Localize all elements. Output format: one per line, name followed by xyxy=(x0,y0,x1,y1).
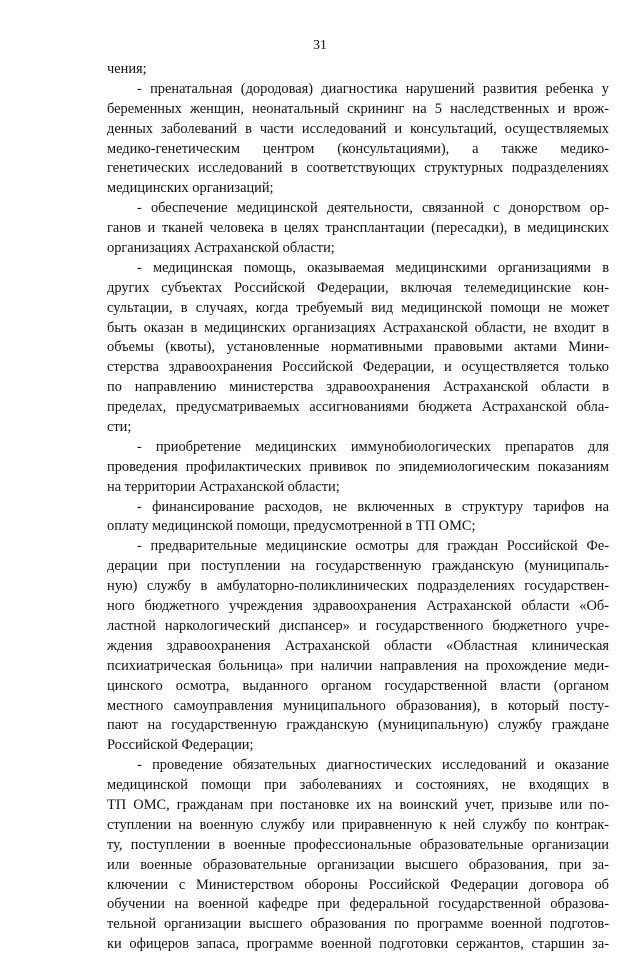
text-line: медико-генетическим центром (консультациями), а также медико- xyxy=(107,140,609,157)
text-line: - обеспечение медицинской деятельности, связанной с донорством ор- xyxy=(137,200,609,217)
text-line: проведения профилактических прививок по эпидемиологическим показаниям xyxy=(107,458,609,475)
text-line: денных заболеваний в части исследований и консультаций, осуществляемых xyxy=(107,120,609,137)
text-line: дерации при поступлении на государственную гражданскую (муниципаль- xyxy=(107,558,609,575)
text-line: - приобретение медицинских иммунобиологических препаратов для xyxy=(137,438,609,455)
text-line: пают на государственную гражданскую (муниципальную) службу граждане xyxy=(107,717,609,734)
text-line: - пренатальная (дородовая) диагностика нарушений развития ребенка у xyxy=(137,80,609,97)
text-line: - предварительные медицинские осмотры для граждан Российской Фе- xyxy=(137,538,609,555)
text-line: по направлению министерства здравоохранения Астраханской области в xyxy=(107,379,609,396)
text-line: - проведение обязательных диагностических исследований и оказание xyxy=(137,757,609,774)
text-line: ного бюджетного учреждения здравоохранения Астраханской области «Об- xyxy=(107,598,609,615)
text-line: сультации, в случаях, когда требуемый вид медицинской помощи не может xyxy=(107,299,609,316)
text-line: ждения здравоохранения Астраханской области «Областная клиническая xyxy=(107,637,609,654)
text-line: пределах, предусматриваемых ассигнованиями бюджета Астраханской обла- xyxy=(107,399,609,416)
text-line: беременных женщин, неонатальный скрининг на 5 наследственных и врож- xyxy=(107,100,609,117)
text-line: обучении на военной кафедре при федеральной государственной образова- xyxy=(107,896,609,913)
text-line: психиатрическая больница» при наличии направления на прохождение меди- xyxy=(107,657,609,674)
text-line: ную) службу в амбулаторно-поликлинических подразделениях государствен- xyxy=(107,578,609,595)
text-line: оплату медицинской помощи, предусмотренной в ТП ОМС; xyxy=(107,518,476,535)
text-line: ту, поступлении в военные профессиональные образовательные организации xyxy=(107,836,609,853)
text-line: местного самоуправления муниципального образования), в который посту- xyxy=(107,697,609,714)
text-line: ступлении на военную службу или приравненную к ней службу по контрак- xyxy=(107,816,609,833)
text-line: на территории Астраханской области; xyxy=(107,478,340,495)
text-line: ки офицеров запаса, программе военной подготовки сержантов, старшин за- xyxy=(107,936,609,953)
text-line: медицинских организаций; xyxy=(107,180,274,197)
text-line: цинского осмотра, выданного органом государственной власти (органом xyxy=(107,677,609,694)
text-line: или военные образовательные организации высшего образования, при за- xyxy=(107,856,609,873)
text-line: быть оказан в медицинских организациях Астраханской области, не входит в xyxy=(107,319,609,336)
text-line: - медицинская помощь, оказываемая медицинскими организациями в xyxy=(137,259,609,276)
text-line: генетических исследований в соответствующих структурных подразделениях xyxy=(107,160,609,177)
text-line: ТП ОМС, гражданам при постановке их на воинский учет, призыве или по- xyxy=(107,796,609,813)
text-line: стерства здравоохранения Российской Федерации, и осуществляется только xyxy=(107,359,609,376)
text-line: Российской Федерации; xyxy=(107,737,254,754)
text-line: медицинской помощи при заболеваниях и состояниях, не входящих в xyxy=(107,777,609,794)
text-line: ключении с Министерством обороны Российской Федерации договора об xyxy=(107,876,609,893)
text-line: тельной организации высшего образования по программе военной подготов- xyxy=(107,916,609,933)
text-line: объемы (квоты), установленные нормативными правовыми актами Мини- xyxy=(107,339,609,356)
body-text xyxy=(107,60,609,955)
text-line: организациях Астраханской области; xyxy=(107,240,335,257)
text-line: - финансирование расходов, не включенных в структуру тарифов на xyxy=(137,498,609,515)
text-line: чения; xyxy=(107,61,147,77)
page-number: 31 xyxy=(313,37,327,52)
text-line: ганов и тканей человека в целях трансплантации (пересадки), в медицинских xyxy=(107,220,609,237)
text-line: сти; xyxy=(107,419,132,436)
text-line: ластной наркологический диспансер» и государственного бюджетного учре- xyxy=(107,617,609,634)
text-line: других субъектах Российской Федерации, включая телемедицинские кон- xyxy=(107,279,609,296)
